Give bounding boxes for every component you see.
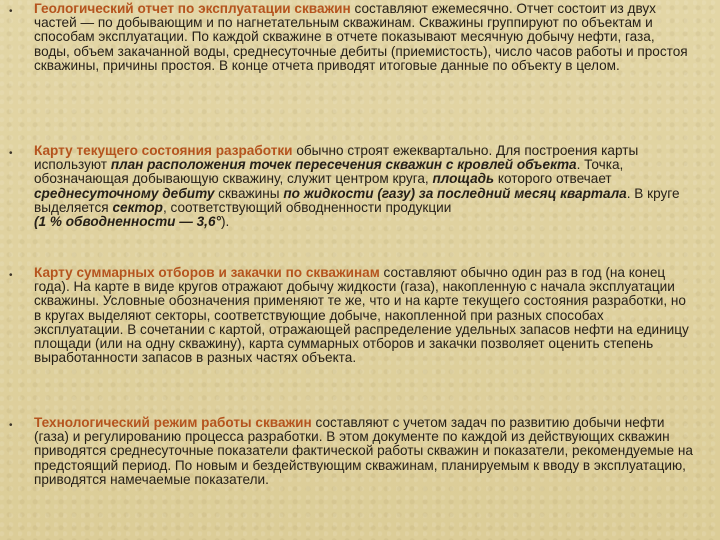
bullet-icon: • (9, 420, 13, 431)
item-emphasis: (1 % обводненности — 3,6° (34, 214, 221, 230)
bullet-icon: • (9, 270, 13, 281)
bullet-icon: • (9, 6, 13, 17)
item-body-part: , соответствующий обводненности продукции (162, 199, 452, 215)
item-emphasis: по жидкости (газу) за последний месяц квартала (283, 185, 627, 201)
item-heading: Технологический режим работы скважин (34, 415, 312, 430)
item-emphasis: площадь (432, 171, 495, 187)
bullet-icon: • (9, 148, 13, 159)
item-text (34, 416, 694, 487)
item-body: составляют ежемесячно. Отчет состоит из двух частей — по добывающим и по нагнетательным скважинам. Скважины группируют по объектам и способам эксплуатации. По каждой скважине в отчете показывают месячную добычу нефти, газа, воды, объем закачанной воды, среднесуточные дебиты (приемистость), число часов работы и простоя скважины, причины простоя. В конце отчета приводят итоговые данные по объекту в целом. (34, 1, 688, 73)
item-body: составляют обычно один раз в год (на конец года). На карте в виде кругов отражают добычу жидкости (газа), накопленную с начала эксплуатации скважины. Условные обозначения применяют те же, что и на карте текущего состояния разработки, но в кругах выделяют секторы, соответствующие добыче, накопленной при разных способах эксплуатации. В сочетании с картой, отражающей распределение удельных запасов нефти на единицу площади (или на одну скважину), карта суммарных отборов и закачки позволяет оценить степень выработанности запасов в разных частях объекта. (34, 265, 689, 366)
item-text (34, 2, 694, 73)
item-heading: Карту текущего состояния разработки (34, 143, 293, 158)
item-emphasis: план расположения точек пересечения скважин с кровлей объекта (110, 157, 577, 173)
item-heading: Геологический отчет по эксплуатации скважин (34, 1, 351, 16)
item-body-part: . В круге выделяется (34, 185, 680, 215)
item-body-part: обычно строят ежеквартально. Для построения карты используют (34, 143, 639, 173)
item-text (34, 144, 694, 229)
item-heading: Карту суммарных отборов и закачки по скважинам (34, 265, 380, 280)
item-body-part: ). (220, 214, 230, 230)
item-body-part: скважины (214, 185, 284, 201)
item-body: составляют с учетом задач по развитию добычи нефти (газа) и регулированию процесса разработки. В этом документе по каждой из действующих скважин приводятся среднесуточные показатели фактической работы скважин и показатели, рекомендуемые на предстоящий период. По новым и бездействующим скважинам, планируемым к вводу в эксплуатацию, приводятся намечаемые показатели. (34, 415, 693, 487)
item-body-part: . Точка, обозначающая добывающую скважину, служит центром круга, (34, 157, 624, 187)
item-emphasis: среднесуточному дебиту (34, 185, 215, 201)
item-body-part: которого отвечает (494, 171, 612, 187)
item-text (34, 266, 694, 365)
item-emphasis: сектор (112, 199, 163, 215)
